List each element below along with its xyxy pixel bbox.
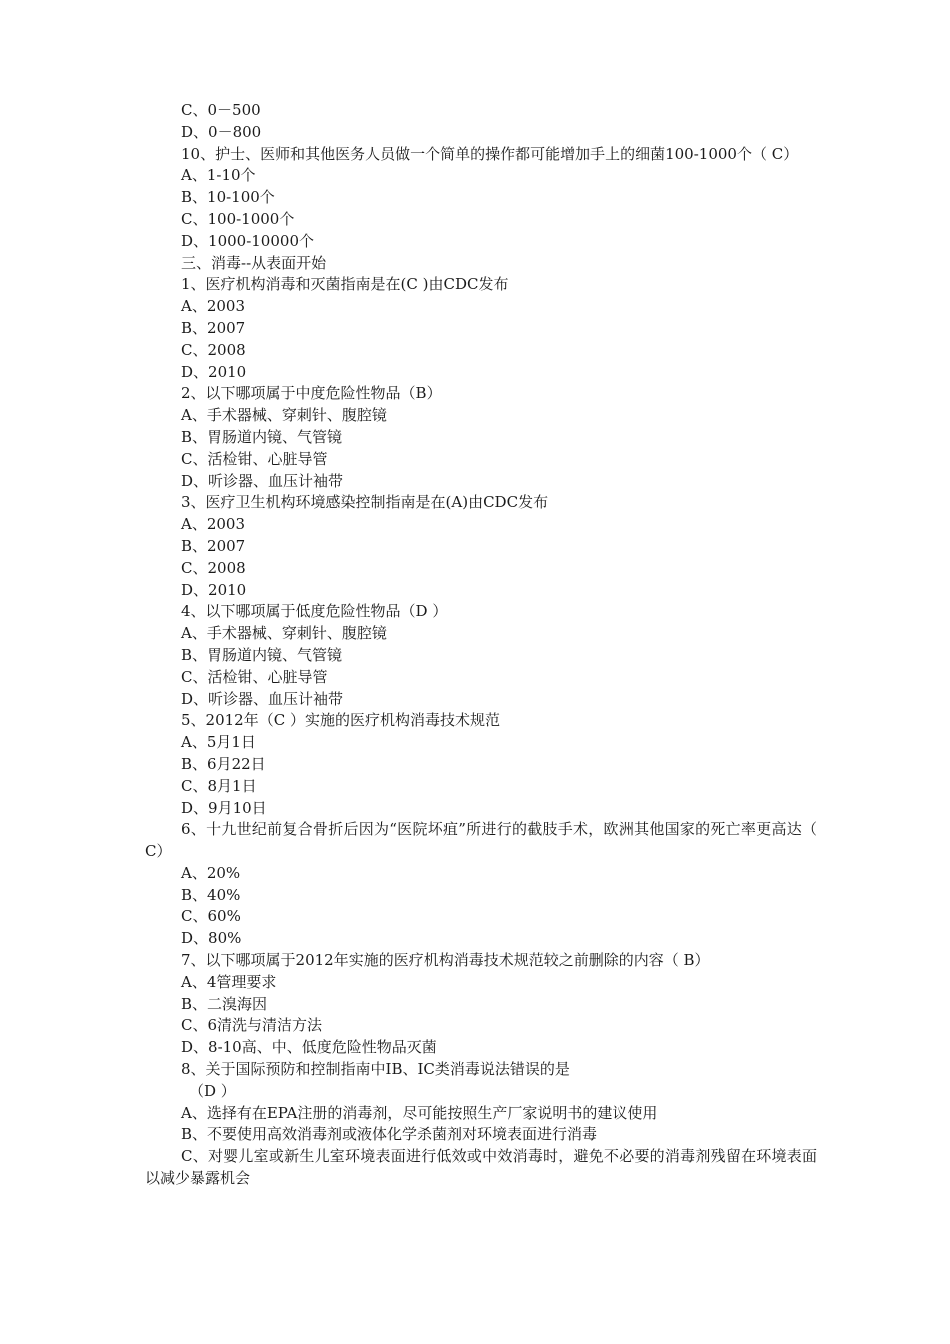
document-line: 3、医疗卫生机构环境感染控制指南是在(A)由CDC发布 <box>181 493 549 512</box>
document-line: C、6清洗与清洁方法 <box>181 1016 323 1035</box>
document-line: A、选择有在EPA注册的消毒剂，尽可能按照生产厂家说明书的建议使用 <box>181 1103 658 1122</box>
document-line: 6、十九世纪前复合骨折后因为“医院坏疽”所进行的截肢手术，欧洲其他国家的死亡率更高达（ C） <box>145 820 817 861</box>
document-line: A、手术器械、穿刺针、腹腔镜 <box>181 406 387 425</box>
document-line: B、40% <box>181 885 241 904</box>
document-line: B、二溴海因 <box>181 994 268 1013</box>
document-line: A、1-10个 <box>181 166 256 185</box>
document-line: C、2008 <box>181 558 246 577</box>
document-line: D、80% <box>181 929 242 948</box>
document-line: D、听诊器、血压计袖带 <box>181 689 344 708</box>
document-line: A、4管理要求 <box>181 972 277 991</box>
document-line: C、0－500 <box>181 101 261 119</box>
document-line: D、0－800 <box>181 122 262 141</box>
document-line: 4、以下哪项属于低度危险性物品（D ） <box>181 602 448 621</box>
document-line: C、60% <box>181 907 241 926</box>
document-line: 8、关于国际预防和控制指南中IB、IC类消毒说法错误的是 <box>181 1060 570 1079</box>
document-line: 2、以下哪项属于中度危险性物品（B） <box>181 384 442 403</box>
document-line: B、胃肠道内镜、气管镜 <box>181 427 343 446</box>
document-line: A、5月1日 <box>181 733 256 752</box>
document-line: B、2007 <box>181 536 246 555</box>
document-line: D、8-10高、中、低度危险性物品灭菌 <box>181 1038 437 1057</box>
document-line: B、胃肠道内镜、气管镜 <box>181 645 343 664</box>
document-line: D、2010 <box>181 362 247 381</box>
document-line: （D ） <box>189 1081 236 1100</box>
document-body <box>145 100 817 1190</box>
document-line: 5、2012年（C ）实施的医疗机构消毒技术规范 <box>181 711 500 730</box>
document-line: B、6月22日 <box>181 754 266 773</box>
document-line: 1、医疗机构消毒和灭菌指南是在(C )由CDC发布 <box>181 275 509 294</box>
document-line: B、10-100个 <box>181 188 275 207</box>
document-line: A、20% <box>181 863 241 882</box>
document-line: D、9月10日 <box>181 798 267 817</box>
document-line: C、活检钳、心脏导管 <box>181 449 328 468</box>
document-line: C、100-1000个 <box>181 209 295 228</box>
document-line: 7、以下哪项属于2012年实施的医疗机构消毒技术规范较之前删除的内容（ B） <box>181 951 710 970</box>
document-line: 10、护士、医师和其他医务人员做一个简单的操作都可能增加手上的细菌100-1000个（ C） <box>181 144 799 163</box>
document-line: B、2007 <box>181 318 246 337</box>
document-line: B、不要使用高效消毒剂或液体化学杀菌剂对环境表面进行消毒 <box>181 1125 598 1144</box>
document-line: D、听诊器、血压计袖带 <box>181 471 344 490</box>
document-line: D、2010 <box>181 580 247 599</box>
document-line: A、2003 <box>181 515 246 534</box>
document-line: 三、消毒--从表面开始 <box>181 253 327 272</box>
document-line: C、8月1日 <box>181 776 257 795</box>
document-line: A、手术器械、穿刺针、腹腔镜 <box>181 624 387 643</box>
document-line: A、2003 <box>181 297 246 316</box>
document-line: C、活检钳、心脏导管 <box>181 667 328 686</box>
document-line: C、对婴儿室或新生儿室环境表面进行低效或中效消毒时，避免不必要的消毒剂残留在环境表面以减少暴露机会 <box>145 1147 817 1188</box>
document-line: C、2008 <box>181 340 246 359</box>
document-line: D、1000-10000个 <box>181 231 314 250</box>
